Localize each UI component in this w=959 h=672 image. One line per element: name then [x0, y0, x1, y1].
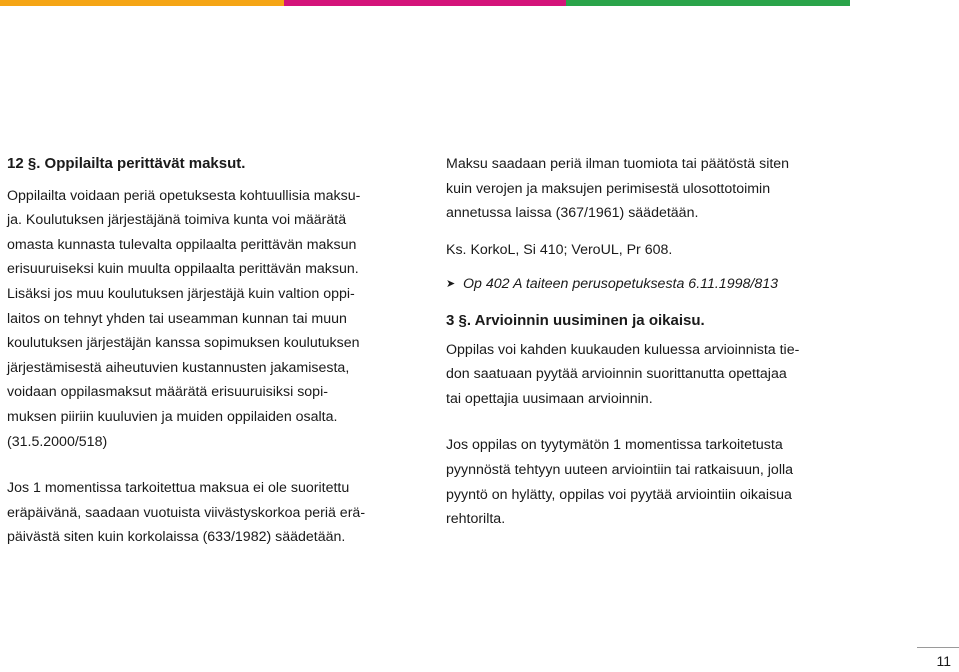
color-bar-green	[566, 0, 850, 6]
text-line: pyyntö on hylätty, oppilas voi pyytää arviointiin oikaisua	[446, 486, 792, 503]
text-line: rehtorilta.	[446, 511, 506, 528]
text-line: Maksu saadaan periä ilman tuomiota tai päätöstä siten	[446, 156, 790, 172]
text-line: Lisäksi jos muu koulutuksen järjestäjä kuin valtion oppi-	[7, 285, 355, 302]
text-line: järjestämisestä aiheutuvien kustannusten jakamisesta,	[7, 359, 350, 376]
reference-text: Ks. KorkoL, Si 410; VeroUL, Pr 608.	[446, 241, 673, 258]
left-column	[7, 152, 407, 550]
text-line: don saatuaan pyytää arvioinnin suorittanutta opettajaa	[446, 366, 787, 383]
text-line: (31.5.2000/518)	[7, 433, 108, 450]
text-line: Oppilailta voidaan periä opetuksesta kohtuullisia maksu-	[7, 187, 361, 204]
cross-reference-link[interactable]	[446, 272, 856, 297]
paragraph-appeal	[446, 433, 856, 531]
color-bar	[0, 0, 850, 6]
text-line: annetussa laissa (367/1961) säädetään.	[446, 205, 699, 222]
text-line: tai opettajia uusimaan arvioinnin.	[446, 390, 653, 407]
text-line: eräpäivänä, saadaan vuotuista viivästyskorkoa periä erä-	[7, 504, 366, 521]
text-line: ja. Koulutuksen järjestäjänä toimiva kunta voi määrätä	[7, 212, 347, 229]
text-line: erisuuruiseksi kuin muulta oppilaalta perittävän maksun.	[7, 261, 359, 278]
text-line: laitos on tehnyt yhden tai useamman kunnan tai muun	[7, 310, 347, 327]
paragraph-2	[7, 476, 407, 550]
color-bar-orange	[0, 0, 284, 6]
color-bar-magenta	[284, 0, 566, 6]
paragraph-review	[446, 338, 856, 412]
text-line: Jos oppilas on tyytymätön 1 momentissa tarkoitetusta	[446, 437, 783, 454]
section-heading-3: 3 §. Arvioinnin uusiminen ja oikaisu.	[446, 311, 705, 329]
page-number: 11	[936, 653, 951, 669]
text-line: pyynnöstä tehtyyn uuteen arviointiin tai ratkaisuun, jolla	[446, 461, 794, 478]
text-line: muksen piiriin kuuluvien ja muiden oppilaiden osalta.	[7, 408, 338, 425]
paragraph-collection	[446, 152, 856, 226]
text-line: Oppilas voi kahden kuukauden kuluessa arvioinnista tie-	[446, 341, 800, 358]
right-column	[446, 152, 856, 532]
section-heading-12: 12 §. Oppilailta perittävät maksut.	[7, 155, 246, 172]
text-line: Jos 1 momentissa tarkoitettua maksua ei ole suoritettu	[7, 480, 350, 497]
text-line: voidaan oppilasmaksut määrätä erisuuruisiksi sopi-	[7, 384, 328, 401]
paragraph-1	[7, 184, 407, 455]
text-line: koulutuksen järjestäjän kanssa sopimuksen koulutuksen	[7, 335, 360, 352]
cross-reference-label: Op 402 A taiteen perusopetuksesta 6.11.1998/813	[463, 276, 778, 293]
text-line: kuin verojen ja maksujen perimisestä ulosottotoimin	[446, 180, 771, 197]
page-number-rule	[917, 647, 959, 648]
arrow-right-icon: ➤	[446, 278, 456, 291]
text-line: päivästä siten kuin korkolaissa (633/1982) säädetään.	[7, 529, 346, 546]
text-line: omasta kunnasta tulevalta oppilaalta perittävän maksun	[7, 236, 357, 253]
